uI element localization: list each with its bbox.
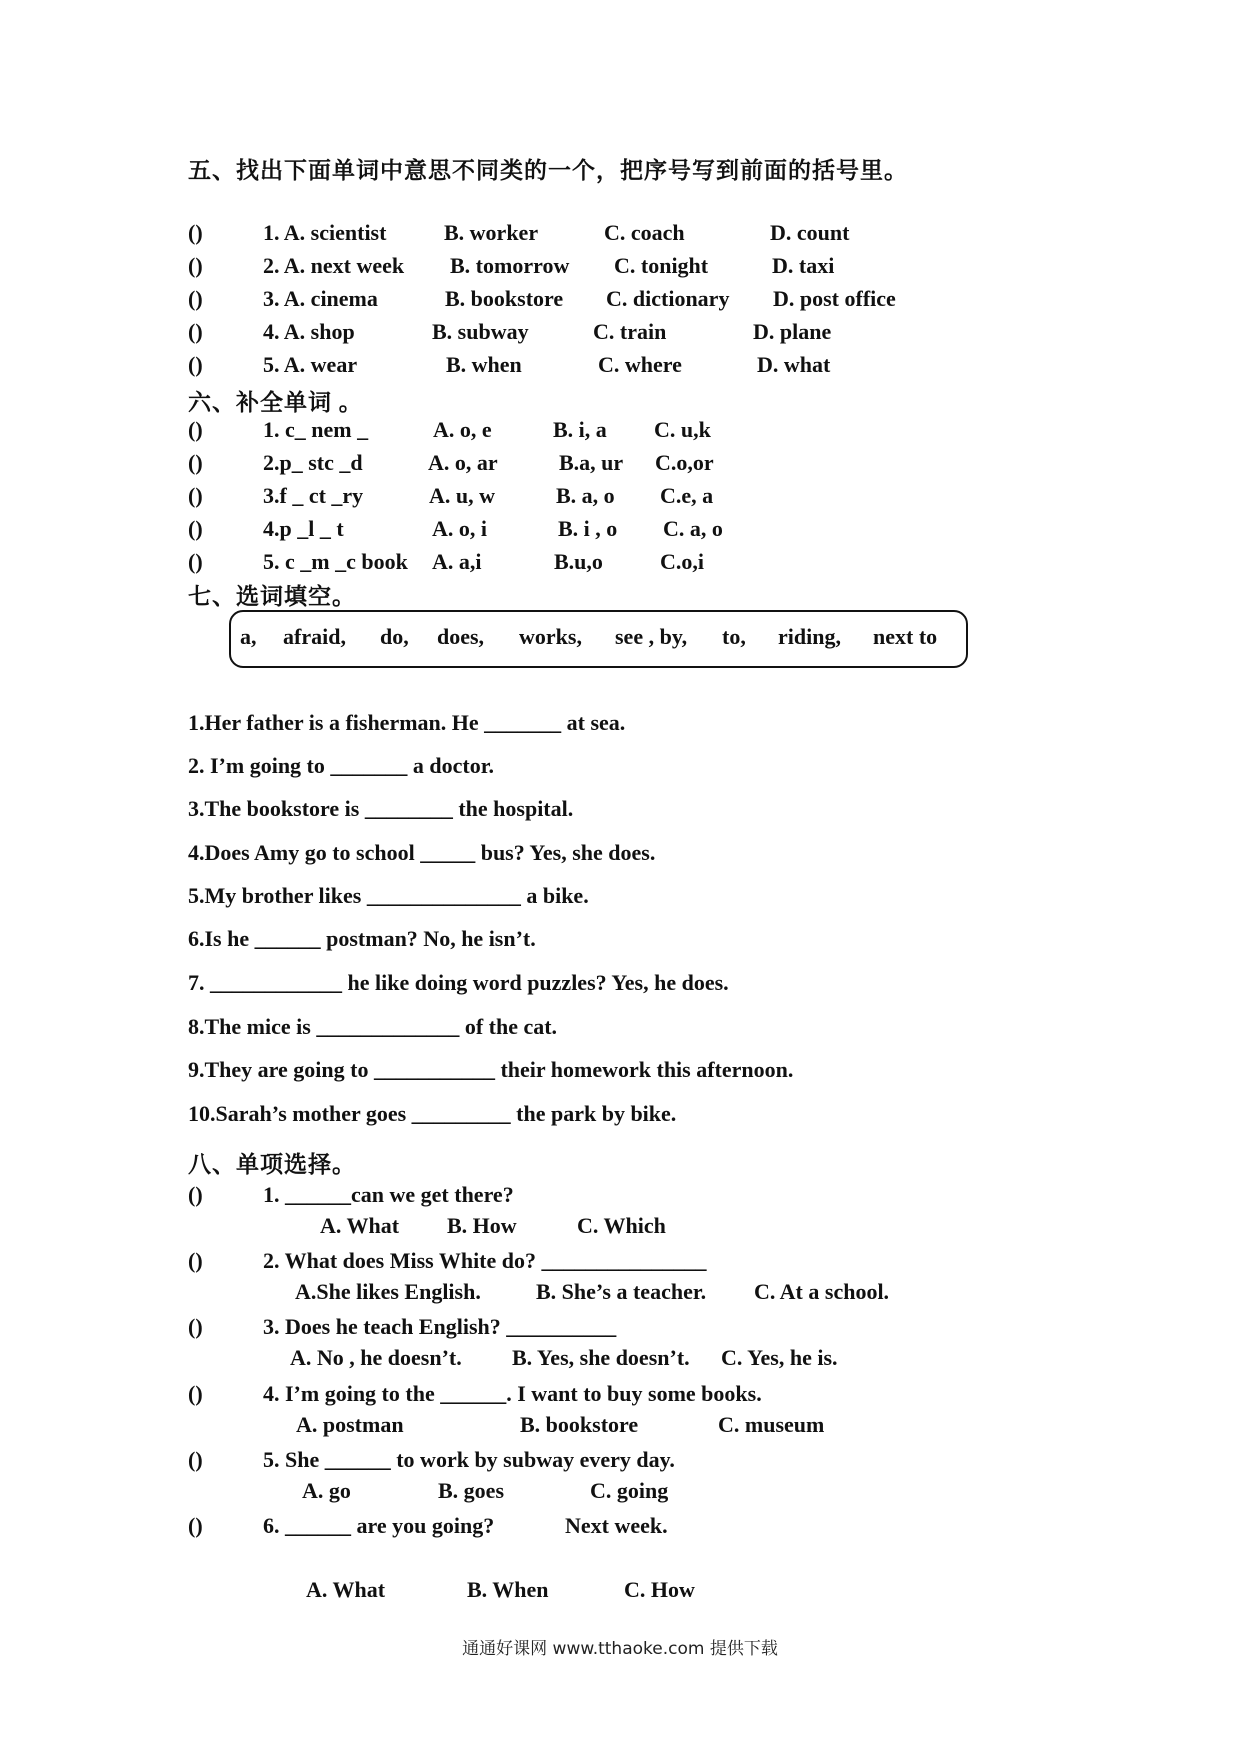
s7-sentence-5: 5.My brother likes ______________ a bike.	[188, 883, 589, 908]
answer-paren: ( )	[188, 253, 203, 278]
s5-option-b: B. subway	[432, 319, 529, 344]
s8-question-text: 6. ______ are you going?	[263, 1513, 495, 1538]
word-bank-box	[229, 610, 968, 668]
s8-option-c: C. going	[590, 1478, 669, 1503]
s8-option-a: A. What	[320, 1213, 400, 1238]
s8-option-c: C. museum	[718, 1412, 825, 1437]
s8-option-a: A. What	[306, 1577, 386, 1602]
s5-item-text: 5. A. wear	[263, 352, 358, 377]
answer-paren: ( )	[188, 516, 203, 541]
s6-option-c: C.o,i	[660, 549, 704, 574]
s8-question-text: 2. What does Miss White do? _______________	[263, 1248, 707, 1273]
s8-option-a: A. No , he doesn’t.	[290, 1345, 462, 1370]
s7-sentence-8: 8.The mice is _____________ of the cat.	[188, 1014, 558, 1039]
answer-paren: ( )	[188, 1381, 203, 1406]
s6-word: 3.f _ ct _ry	[263, 483, 364, 508]
s8-option-a: A. go	[302, 1478, 351, 1503]
word-bank-item: riding,	[778, 624, 841, 649]
s8-question-text: 1. ______can we get there?	[263, 1182, 514, 1207]
s5-option-c: C. coach	[604, 220, 685, 245]
answer-paren: ( )	[188, 450, 203, 475]
s7-sentence-9: 9.They are going to ___________ their homework this afternoon.	[188, 1057, 794, 1082]
word-bank-item: does,	[437, 624, 485, 649]
page-footer: 通通好课网 www.tthaoke.com 提供下载	[462, 1639, 778, 1659]
answer-paren: ( )	[188, 483, 203, 508]
s5-option-c: C. tonight	[614, 253, 709, 278]
s5-option-c: C. where	[598, 352, 682, 377]
word-bank-item: do,	[380, 624, 409, 649]
s8-answer-hint: Next week.	[565, 1513, 668, 1538]
s5-item-text: 2. A. next week	[263, 253, 405, 278]
s5-option-c: C. train	[593, 319, 667, 344]
s8-question-text: 5. She ______ to work by subway every day.	[263, 1447, 675, 1472]
s8-option-b: B. bookstore	[520, 1412, 639, 1437]
s5-option-b: B. when	[446, 352, 522, 377]
word-bank-item: see , by,	[615, 624, 688, 649]
s5-item-text: 1. A. scientist	[263, 220, 387, 245]
s7-sentence-7: 7. ____________ he like doing word puzzles? Yes, he does.	[188, 970, 729, 995]
s6-option-c: C.o,or	[655, 450, 714, 475]
answer-paren: ( )	[188, 1182, 203, 1207]
s8-question-text: 4. I’m going to the ______. I want to buy some books.	[263, 1381, 762, 1406]
s5-option-d: D. count	[770, 220, 850, 245]
s6-option-b: B. i, a	[553, 417, 607, 442]
section8-title: 八、单项选择。	[188, 1152, 356, 1177]
s5-option-c: C. dictionary	[606, 286, 730, 311]
word-bank-item: a,	[240, 624, 257, 649]
s8-option-b: B. When	[467, 1577, 549, 1602]
s8-option-b: B. She’s a teacher.	[536, 1279, 707, 1304]
answer-paren: ( )	[188, 319, 203, 344]
answer-paren: ( )	[188, 286, 203, 311]
s8-option-b: B. goes	[438, 1478, 504, 1503]
word-bank-item: afraid,	[283, 624, 346, 649]
s8-option-b: B. Yes, she doesn’t.	[512, 1345, 690, 1370]
s8-option-c: C. At a school.	[754, 1279, 890, 1304]
s6-option-b: B.u,o	[554, 549, 603, 574]
answer-paren: ( )	[188, 352, 203, 377]
answer-paren: ( )	[188, 1314, 203, 1339]
answer-paren: ( )	[188, 220, 203, 245]
s5-option-d: D. post office	[773, 286, 896, 311]
answer-paren: ( )	[188, 1447, 203, 1472]
s6-option-b: B.a, ur	[559, 450, 624, 475]
s5-option-b: B. worker	[444, 220, 539, 245]
s5-option-d: D. plane	[753, 319, 832, 344]
s6-option-b: B. i , o	[558, 516, 618, 541]
s5-option-b: B. bookstore	[445, 286, 564, 311]
s8-question-text: 3. Does he teach English? __________	[263, 1314, 617, 1339]
s5-option-d: D. what	[757, 352, 831, 377]
s8-option-b: B. How	[447, 1213, 517, 1238]
s6-word: 1. c_ nem _	[263, 417, 369, 442]
section5-title: 五、找出下面单词中意思不同类的一个，把序号写到前面的括号里。	[188, 158, 908, 183]
s6-option-a: A. u, w	[429, 483, 496, 508]
s5-item-text: 3. A. cinema	[263, 286, 378, 311]
s8-option-a: A.She likes English.	[295, 1279, 481, 1304]
answer-paren: ( )	[188, 1248, 203, 1273]
section6-title: 六、补全单词 。	[188, 390, 363, 415]
s6-word: 5. c _m _c book	[263, 549, 408, 574]
s7-sentence-2: 2. I’m going to _______ a doctor.	[188, 753, 494, 778]
s6-word: 4.p _l _ t	[263, 516, 344, 541]
s8-option-c: C. Which	[577, 1213, 666, 1238]
s5-item-text: 4. A. shop	[263, 319, 355, 344]
s6-option-a: A. o, e	[433, 417, 492, 442]
answer-paren: ( )	[188, 1513, 203, 1538]
s8-option-c: C. Yes, he is.	[721, 1345, 838, 1370]
word-bank-item: next to	[873, 624, 938, 649]
s7-sentence-10: 10.Sarah’s mother goes _________ the park by bike.	[188, 1101, 677, 1126]
s7-sentence-4: 4.Does Amy go to school _____ bus? Yes, she does.	[188, 840, 656, 865]
s6-word: 2.p_ stc _d	[263, 450, 363, 475]
s6-option-c: C.e, a	[660, 483, 714, 508]
s5-option-d: D. taxi	[772, 253, 835, 278]
answer-paren: ( )	[188, 417, 203, 442]
s7-sentence-1: 1.Her father is a fisherman. He _______ at sea.	[188, 710, 626, 735]
word-bank-item: works,	[519, 624, 582, 649]
s6-option-c: C. a, o	[663, 516, 723, 541]
s7-sentence-3: 3.The bookstore is ________ the hospital.	[188, 796, 574, 821]
answer-paren: ( )	[188, 549, 203, 574]
s6-option-a: A. o, ar	[428, 450, 498, 475]
s6-option-a: A. o, i	[432, 516, 487, 541]
section7-title: 七、选词填空。	[188, 584, 356, 609]
word-bank-item: to,	[722, 624, 746, 649]
s8-option-a: A. postman	[296, 1412, 404, 1437]
s8-option-c: C. How	[624, 1577, 695, 1602]
s6-option-c: C. u,k	[654, 417, 711, 442]
s5-option-b: B. tomorrow	[450, 253, 570, 278]
s6-option-a: A. a,i	[432, 549, 482, 574]
s7-sentence-6: 6.Is he ______ postman? No, he isn’t.	[188, 926, 536, 951]
s6-option-b: B. a, o	[556, 483, 615, 508]
